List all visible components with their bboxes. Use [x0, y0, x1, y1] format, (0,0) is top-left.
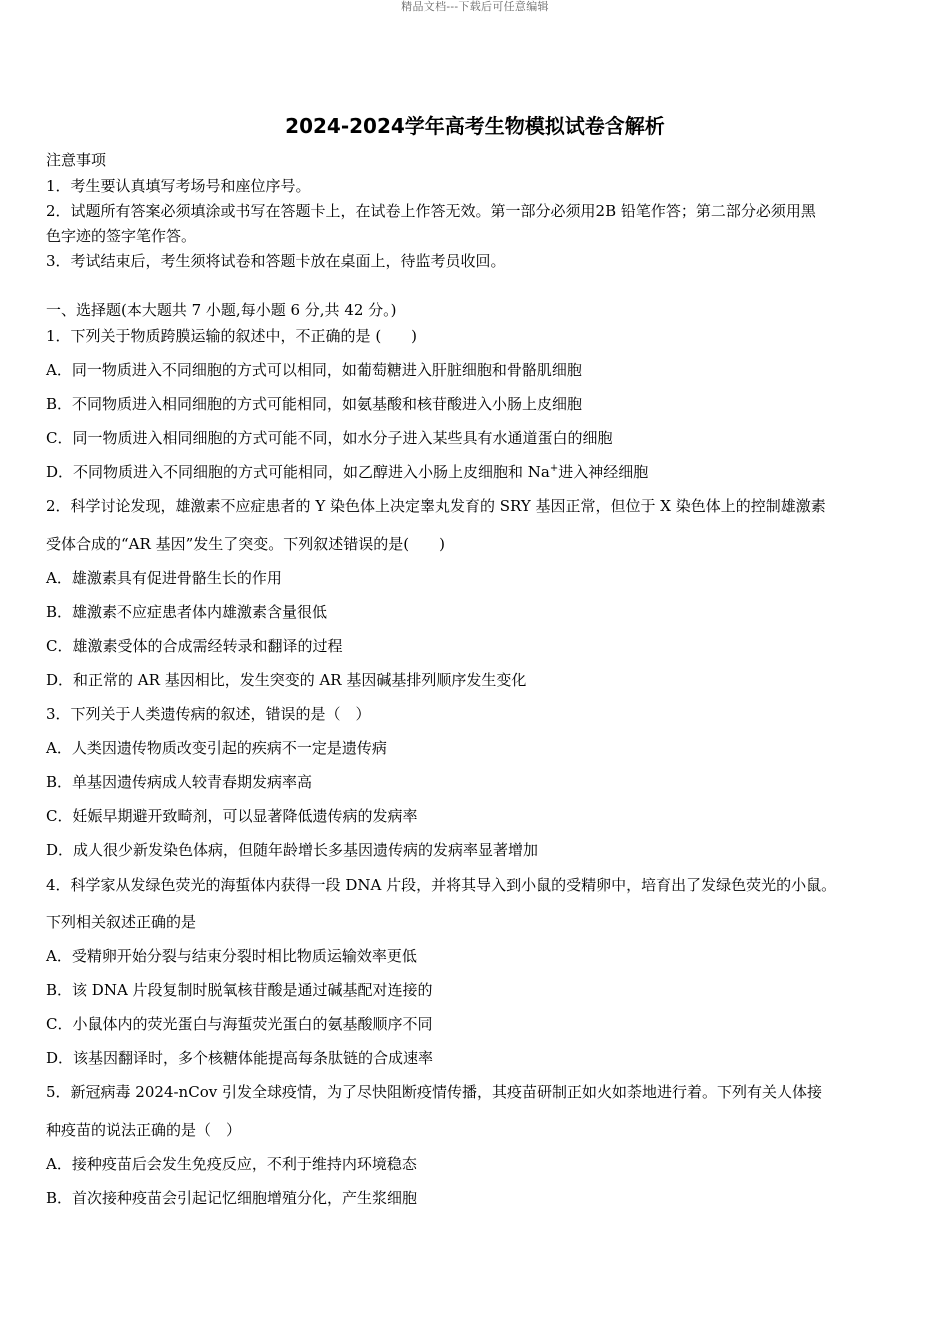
section-heading: 一、选择题(本大题共 7 小题,每小题 6 分,共 42 分。): [46, 301, 397, 319]
option-c: C．小鼠体内的荧光蛋白与海蜇荧光蛋白的氨基酸顺序不同: [46, 1015, 433, 1033]
option-a: A．雄激素具有促进骨骼生长的作用: [46, 569, 282, 587]
question-stem-continued: 下列相关叙述正确的是: [46, 913, 197, 931]
option-b: B．单基因遗传病成人较青春期发病率高: [46, 773, 313, 791]
option-d-text: D．不同物质进入不同细胞的方式可能相同，如乙醇进入小肠上皮细胞和 Na: [46, 463, 550, 481]
option-d: D．和正常的 AR 基因相比，发生突变的 AR 基因碱基排列顺序发生变化: [46, 671, 527, 689]
question-stem: 3．下列关于人类遗传病的叙述，错误的是（ ）: [46, 705, 371, 723]
option-b: B．雄激素不应症患者体内雄激素含量很低: [46, 603, 328, 621]
option-b: B．首次接种疫苗会引起记忆细胞增殖分化，产生浆细胞: [46, 1189, 418, 1207]
page-header-banner: 精品文档---下载后可任意编辑: [401, 0, 549, 13]
option-d: D．成人很少新发染色体病，但随年龄增长多基因遗传病的发病率显著增加: [46, 841, 539, 859]
question-stem: 4．科学家从发绿色荧光的海蜇体内获得一段 DNA 片段，并将其导入到小鼠的受精卵中，培育出了发绿色荧光的小鼠。: [46, 876, 837, 894]
question-stem: 5．新冠病毒 2024-nCov 引发全球疫情，为了尽快阻断疫情传播，其疫苗研制正如火如荼地进行着。下列有关人体接: [46, 1083, 822, 1101]
option-a: A．同一物质进入不同细胞的方式可以相同，如葡萄糖进入肝脏细胞和骨骼肌细胞: [46, 361, 582, 379]
question-stem-continued: 种疫苗的说法正确的是（ ）: [46, 1121, 242, 1139]
option-d: D．该基因翻译时，多个核糖体能提高每条肽链的合成速率: [46, 1049, 434, 1067]
question-stem: 2．科学讨论发现，雄激素不应症患者的 Y 染色体上决定睾丸发育的 SRY 基因正常，但位于 X 染色体上的控制雄激素: [46, 497, 826, 515]
notice-item: 3．考试结束后，考生须将试卷和答题卡放在桌面上，待监考员收回。: [46, 252, 506, 270]
notice-item: 2．试题所有答案必须填涂或书写在答题卡上，在试卷上作答无效。第一部分必须用2B 铅笔作答；第二部分必须用黑: [46, 202, 816, 220]
notice-item-continued: 色字迹的签字笔作答。: [46, 227, 197, 245]
option-a: A．接种疫苗后会发生免疫反应，不利于维持内环境稳态: [46, 1155, 417, 1173]
option-d-tail: 进入神经细胞: [558, 463, 649, 481]
option-a: A．人类因遗传物质改变引起的疾病不一定是遗传病: [46, 739, 387, 757]
question-stem-continued: 受体合成的“AR 基因”发生了突变。下列叙述错误的是( ): [46, 535, 445, 553]
notice-item: 1．考生要认真填写考场号和座位序号。: [46, 177, 311, 195]
option-c: C．同一物质进入相同细胞的方式可能不同，如水分子进入某些具有水通道蛋白的细胞: [46, 429, 613, 447]
notice-heading: 注意事项: [46, 151, 107, 169]
document-title: 2024-2024学年高考生物模拟试卷含解析: [285, 114, 665, 138]
option-b: B．不同物质进入相同细胞的方式可能相同，如氨基酸和核苷酸进入小肠上皮细胞: [46, 395, 583, 413]
question-stem: 1．下列关于物质跨膜运输的叙述中，不正确的是 ( ): [46, 327, 418, 345]
superscript-plus: +: [549, 463, 559, 474]
option-b: B．该 DNA 片段复制时脱氧核苷酸是通过碱基配对连接的: [46, 981, 433, 999]
option-c: C．妊娠早期避开致畸剂，可以显著降低遗传病的发病率: [46, 807, 418, 825]
option-a: A．受精卵开始分裂与结束分裂时相比物质运输效率更低: [46, 947, 417, 965]
option-d: [46, 462, 916, 482]
option-c: C．雄激素受体的合成需经转录和翻译的过程: [46, 637, 343, 655]
